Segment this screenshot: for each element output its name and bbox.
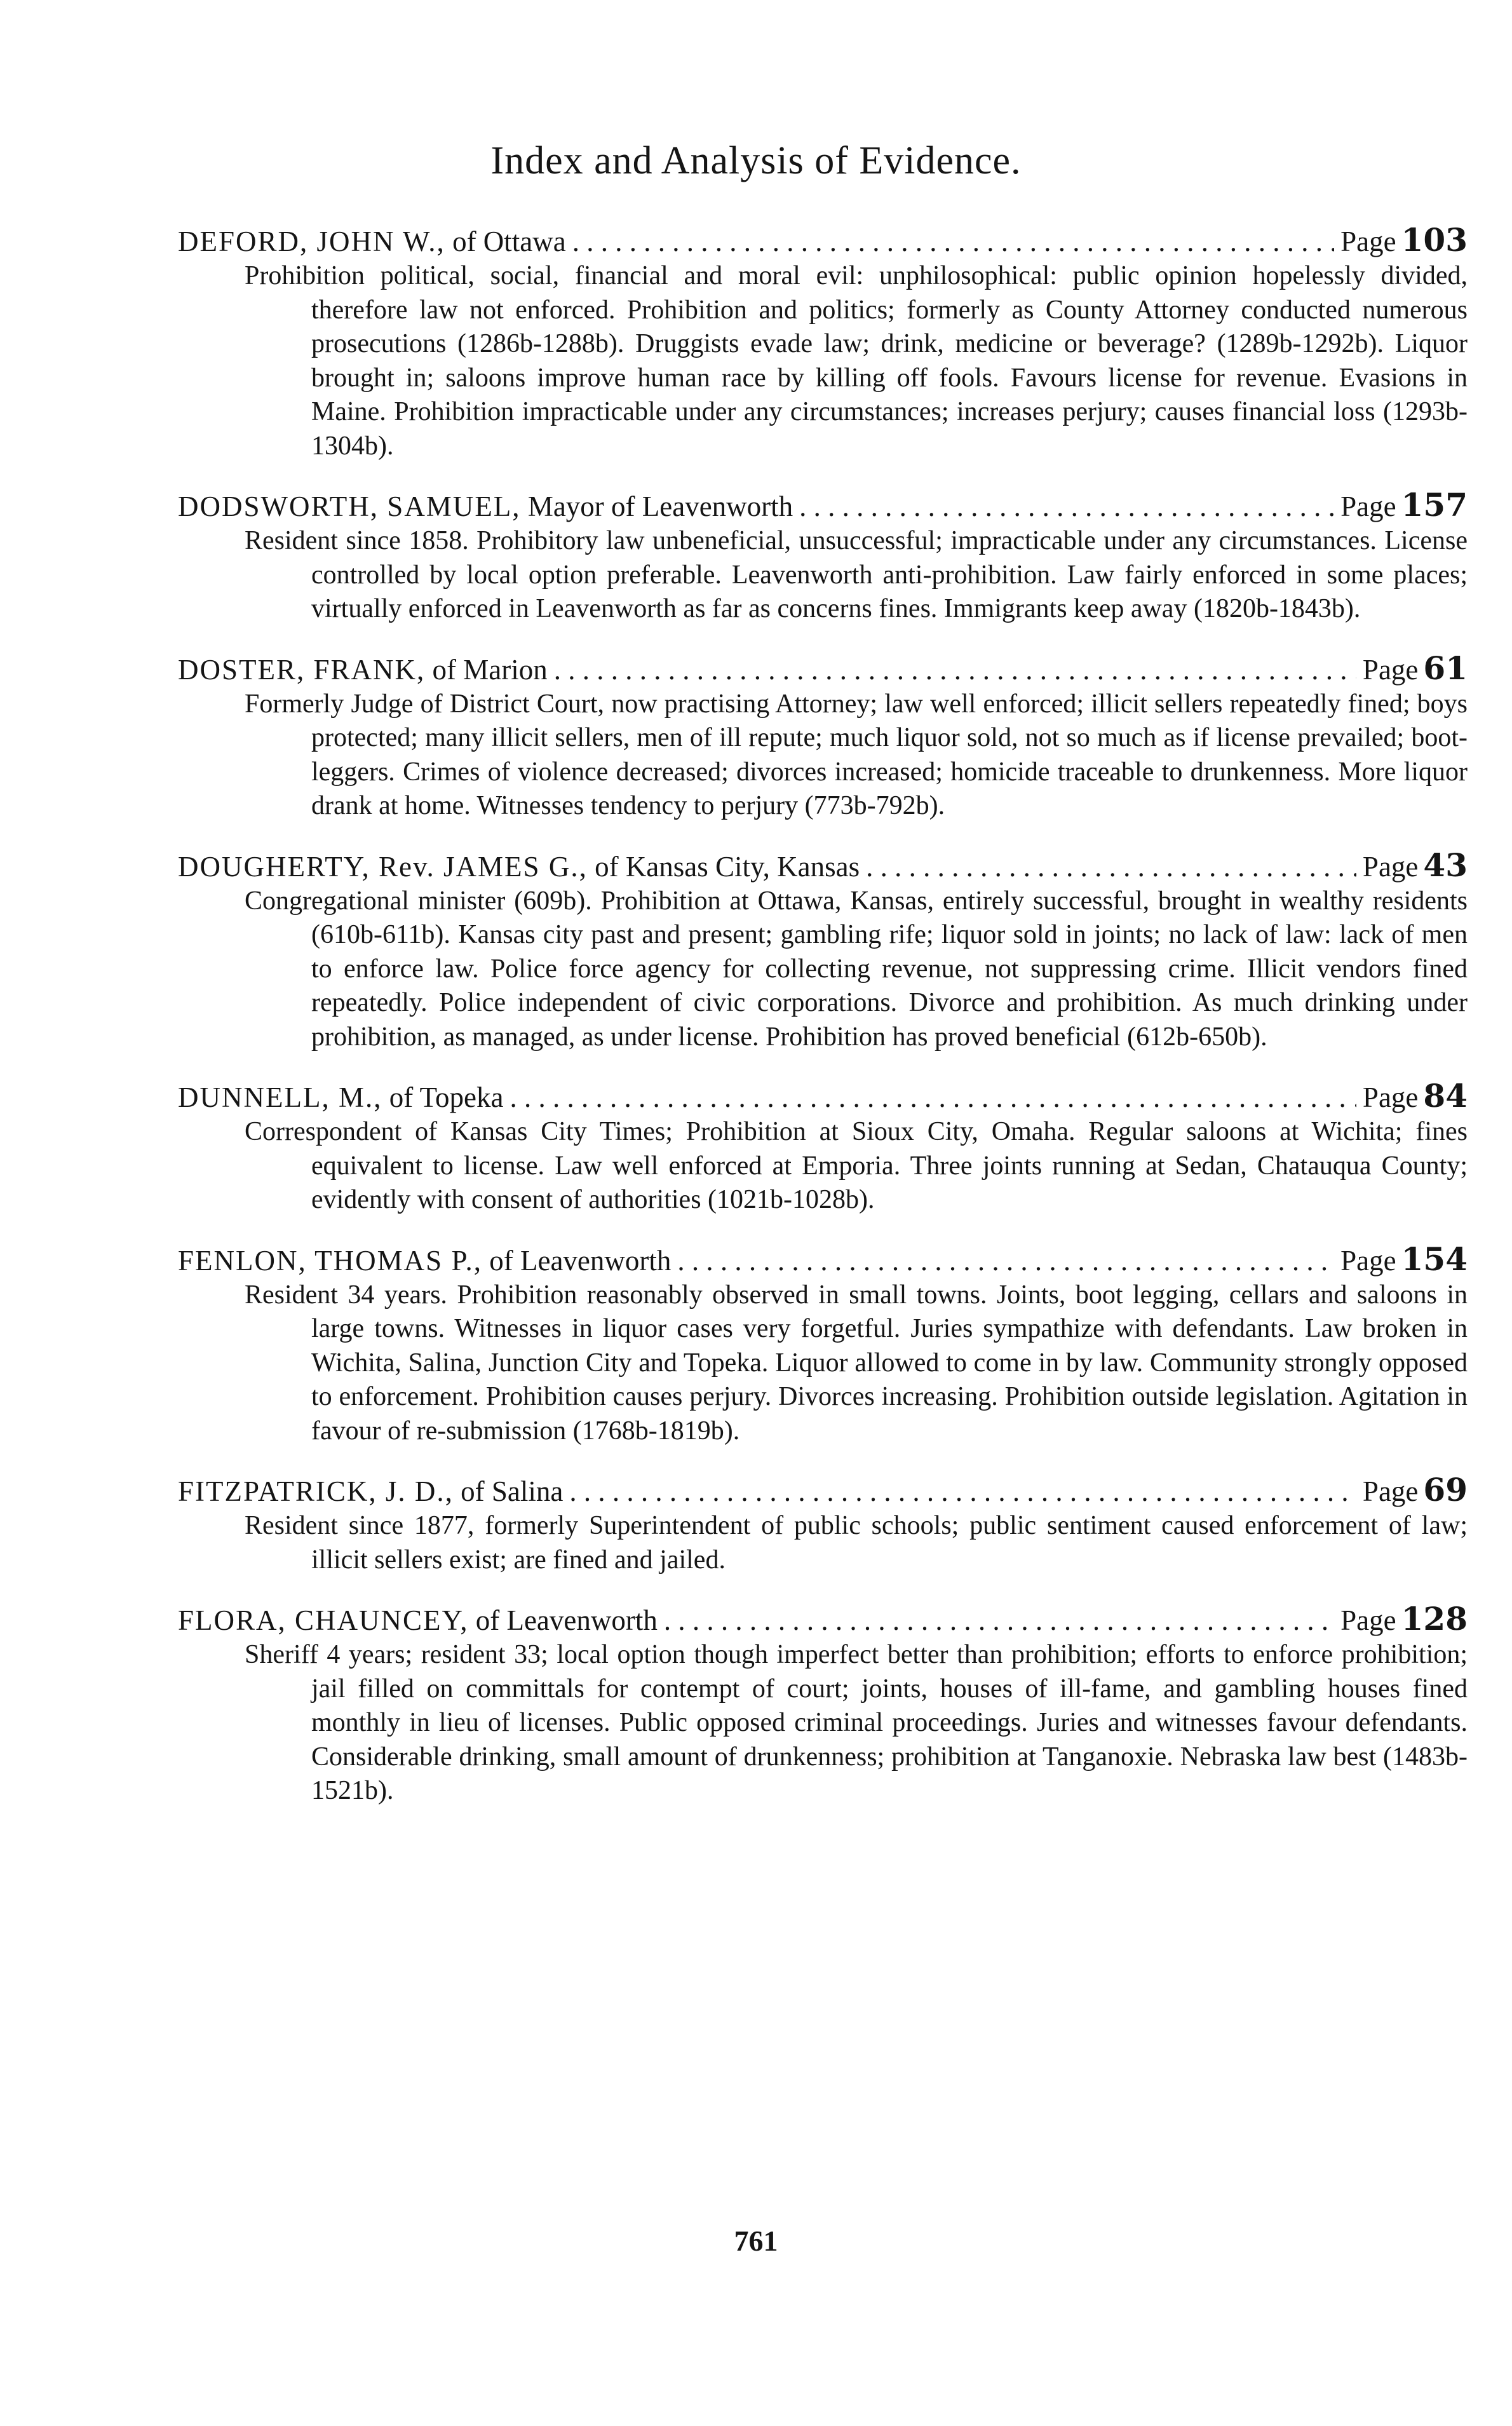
page-reference <box>1363 1078 1468 1115</box>
page-number: 84 <box>1423 1077 1468 1115</box>
entry-text: Resident since 1877, formerly Superintendent of public schools; public sentiment caused enforcement of law; illicit sellers exist; are fined and jailed. <box>245 1511 1468 1575</box>
entry-heading <box>178 222 1468 259</box>
page-number: 43 <box>1423 846 1468 884</box>
page-label: Page <box>1362 850 1419 883</box>
entry-name: DODSWORTH, SAMUEL, <box>178 491 521 522</box>
entry-text: Prohibition political, social, financial and moral evil: unphilosophical: public opinion hopelessly divided, therefore law not enforced. Prohibition and politics; formerly as County Attorney conducted numerous prosecutions (1286b-1288b). Druggists evade law; drink, medicine or beverage? (1289b-1292b). Liquor brought in; saloons improve human race by killing off fools. Favours license for revenue. Evasions in Maine. Prohibition impracticable under any circumstances; increases perjury; causes financial loss (1293b-1304b). <box>245 261 1468 461</box>
page-label: Page <box>1340 491 1396 522</box>
index-entry <box>178 1601 1468 1808</box>
entry-name: DEFORD, JOHN W., <box>178 226 445 257</box>
page-reference <box>1340 222 1468 259</box>
entry-heading <box>178 1601 1468 1638</box>
entry-text: Resident 34 years. Prohibition reasonably observed in small towns. Joints, boot legging, cellars and saloons in large towns. Witnesses in liquor cases very forgetful. Juries sympathize with defendants. Law broken in Wichita, Salina, Junction City and Topeka. Liquor allowed to come in by law. Community strongly opposed to enforcement. Prohibition causes perjury. Divorces increasing. Prohibition outside legislation. Agitation in favour of re-submission (1768b-1819b). <box>245 1280 1468 1446</box>
dot-leader <box>572 224 1334 259</box>
dot-leader <box>554 652 1356 688</box>
entry-name: DUNNELL, M., <box>178 1081 382 1113</box>
index-entry <box>178 1078 1468 1217</box>
entry-location: Mayor of Leavenworth <box>527 491 793 522</box>
page-reference <box>1340 1242 1468 1278</box>
page-number: 69 <box>1423 1471 1468 1508</box>
entry-text: Correspondent of Kansas City Times; Prohibition at Sioux City, Omaha. Regular saloons at Wichita; fines equivalent to license. Law well enforced at Emporia. Three joints running at Sedan, Chatauqua County; evidently with consent of authorities (1021b-1028b). <box>245 1117 1468 1214</box>
index-entry <box>178 222 1468 463</box>
index-entry <box>178 1242 1468 1449</box>
entry-heading <box>178 848 1468 884</box>
page-label: Page <box>1362 653 1419 686</box>
entry-name: DOSTER, FRANK, <box>178 653 426 686</box>
entry-name: DOUGHERTY, Rev. JAMES G., <box>178 850 588 883</box>
dot-leader <box>677 1243 1334 1278</box>
entry-text: Resident since 1858. Prohibitory law unbeneficial, unsuccessful; impracticable under any circumstances. License controlled by local option preferable. Leavenworth anti-prohibition. Law fairly enforced in some places; virtually enforced in Leavenworth as far as concerns fines. Immigrants keep away (1820b-1843b). <box>245 526 1468 623</box>
entry-location: of Leavenworth <box>489 1244 672 1277</box>
page-reference <box>1340 487 1468 524</box>
entry-location: of Marion <box>432 653 548 686</box>
page-label: Page <box>1340 226 1396 257</box>
page-number: 103 <box>1401 221 1468 259</box>
dot-leader <box>664 1603 1334 1638</box>
entry-location: of Ottawa <box>452 226 566 257</box>
dot-leader <box>866 849 1356 884</box>
entry-text: Formerly Judge of District Court, now practising Attorney; law well enforced; illicit sellers repeatedly fined; boys protected; many illicit sellers, men of ill repute; much liquor sold, not so much as if license prevailed; boot-leggers. Crimes of violence decreased; divorces increased; homicide traceable to drunkenness. More liquor drank at home. Witnesses tendency to perjury (773b-792b). <box>245 689 1468 820</box>
index-entry <box>178 651 1468 823</box>
entry-heading <box>178 487 1468 524</box>
index-entry <box>178 487 1468 627</box>
entry-text: Congregational minister (609b). Prohibition at Ottawa, Kansas, entirely successful, brought in wealthy residents (610b-611b). Kansas city past and present; gambling rife; liquor sold in joints; no lack of law: lack of men to enforce law. Police force agency for collecting revenue, not suppressing crime. Illicit vendors fined repeatedly. Police independent of civic corporations. Divorce and prohibition. As much drinking under prohibition, as managed, as under license. Prohibition has proved beneficial (612b-650b). <box>245 886 1468 1052</box>
page-reference <box>1363 1472 1468 1509</box>
entry-location: of Salina <box>461 1475 564 1507</box>
page-label: Page <box>1340 1244 1396 1277</box>
dot-leader <box>510 1080 1356 1115</box>
index-entry <box>178 1472 1468 1577</box>
entry-location: of Kansas City, Kansas <box>595 850 860 883</box>
page-title: Index and Analysis of Evidence. <box>490 139 1022 182</box>
dot-leader <box>569 1474 1356 1509</box>
page-label: Page <box>1340 1604 1396 1636</box>
page-number: 157 <box>1401 486 1468 524</box>
entry-location: of Leavenworth <box>475 1604 658 1636</box>
entry-location: of Topeka <box>389 1081 504 1113</box>
page-reference <box>1363 651 1468 688</box>
entry-heading <box>178 1472 1468 1509</box>
entry-name: FENLON, THOMAS P., <box>178 1244 482 1277</box>
entry-name: FLORA, CHAUNCEY, <box>178 1604 469 1636</box>
page-label: Page <box>1362 1081 1419 1113</box>
index-entries <box>178 222 1468 1833</box>
page-number: 154 <box>1401 1240 1468 1278</box>
entry-text: Sheriff 4 years; resident 33; local option though imperfect better than prohibition; efforts to enforce prohibition; jail filled on committals for contempt of court; joints, houses of ill-fame, and gambling houses fined monthly in lieu of licenses. Public opposed criminal proceedings. Juries and witnesses favour defendants. Considerable drinking, small amount of drunkenness; prohibition at Tanganoxie. Nebraska law best (1483b-1521b). <box>245 1640 1468 1805</box>
page-reference <box>1340 1601 1468 1638</box>
entry-heading <box>178 1078 1468 1115</box>
page-reference <box>1363 848 1468 884</box>
page-number: 61 <box>1423 649 1468 687</box>
page-number: 128 <box>1401 1600 1468 1637</box>
entry-heading <box>178 1242 1468 1278</box>
dot-leader <box>799 489 1334 524</box>
index-entry <box>178 848 1468 1055</box>
entry-name: FITZPATRICK, J. D., <box>178 1475 454 1507</box>
entry-heading <box>178 651 1468 688</box>
page-label: Page <box>1362 1475 1419 1507</box>
page-folio: 761 <box>734 2225 778 2257</box>
